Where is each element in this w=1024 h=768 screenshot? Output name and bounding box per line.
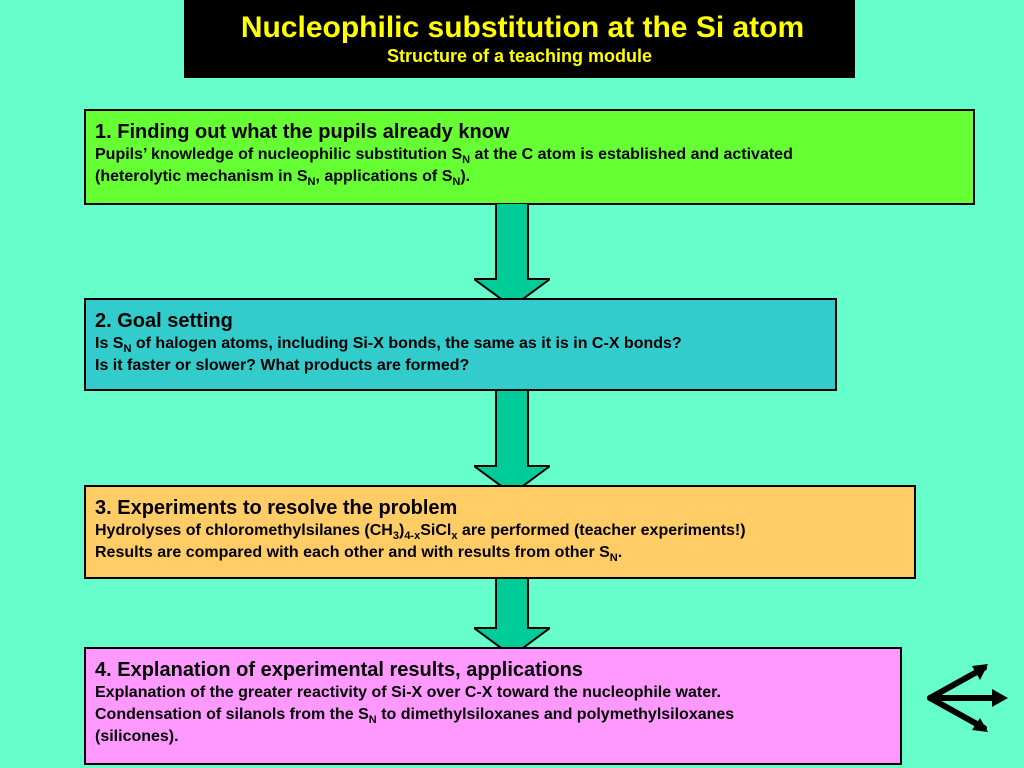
text-segment: (silicones). xyxy=(95,728,179,745)
title-banner xyxy=(184,0,855,78)
branching-arrows-icon[interactable] xyxy=(926,664,1010,736)
subscript-text: N xyxy=(452,176,461,189)
step-text-line xyxy=(95,355,826,377)
text-segment: Condensation of silanols from the S xyxy=(95,706,369,723)
step-heading: 1. Finding out what the pupils already know xyxy=(95,121,510,143)
step-text-line xyxy=(95,542,905,564)
subscript-text: x xyxy=(451,530,458,543)
step-text-line xyxy=(95,704,891,726)
down-arrow-icon xyxy=(474,203,550,307)
text-segment: are performed (teacher experiments!) xyxy=(457,522,746,539)
text-segment: Pupils’ knowledge of nucleophilic substitution S xyxy=(95,146,463,163)
step-text-line xyxy=(95,726,891,748)
step-text-line xyxy=(95,144,964,166)
step-text-line xyxy=(95,333,826,355)
step-box-4 xyxy=(84,647,902,765)
page-subtitle: Structure of a teaching module xyxy=(386,46,653,66)
subscript-text: N xyxy=(307,176,316,189)
text-segment: . xyxy=(617,544,623,561)
text-segment: Results are compared with each other and with results from other S xyxy=(95,544,610,561)
subscript-text: N xyxy=(462,154,471,167)
text-segment: ). xyxy=(460,168,471,185)
subscript-text: 3 xyxy=(392,530,399,543)
down-arrow-icon xyxy=(474,390,550,494)
subscript-text: N xyxy=(368,714,377,727)
text-segment: Is S xyxy=(95,335,124,352)
step-box-1 xyxy=(84,109,975,205)
subscript-text: 4-x xyxy=(404,530,421,543)
step-text-line xyxy=(95,520,905,542)
text-segment: Hydrolyses of chloromethylsilanes (CH xyxy=(95,522,393,539)
text-segment: Is it faster or slower? What products are formed? xyxy=(95,357,470,374)
page-title: Nucleophilic substitution at the Si atom xyxy=(240,11,805,44)
text-segment: at the C atom is established and activated xyxy=(470,146,793,163)
step-box-2 xyxy=(84,298,837,391)
text-segment: to dimethylsiloxanes and polymethylsiloxanes xyxy=(376,706,735,723)
text-segment: of halogen atoms, including Si-X bonds, the same as it is in C-X bonds? xyxy=(131,335,682,352)
step-heading: 2. Goal setting xyxy=(95,310,233,332)
step-text-line xyxy=(95,166,964,188)
text-segment: , applications of S xyxy=(315,168,453,185)
text-segment: (heterolytic mechanism in S xyxy=(95,168,308,185)
down-arrow-icon xyxy=(474,578,550,656)
step-heading: 3. Experiments to resolve the problem xyxy=(95,497,458,519)
step-text-line xyxy=(95,682,891,704)
text-segment: SiCl xyxy=(420,522,452,539)
subscript-text: N xyxy=(609,552,618,565)
step-heading: 4. Explanation of experimental results, applications xyxy=(95,659,583,681)
text-segment: Explanation of the greater reactivity of Si-X over C-X toward the nucleophile water. xyxy=(95,684,721,701)
step-box-3 xyxy=(84,485,916,579)
text-segment: ) xyxy=(398,522,405,539)
subscript-text: N xyxy=(123,343,132,356)
